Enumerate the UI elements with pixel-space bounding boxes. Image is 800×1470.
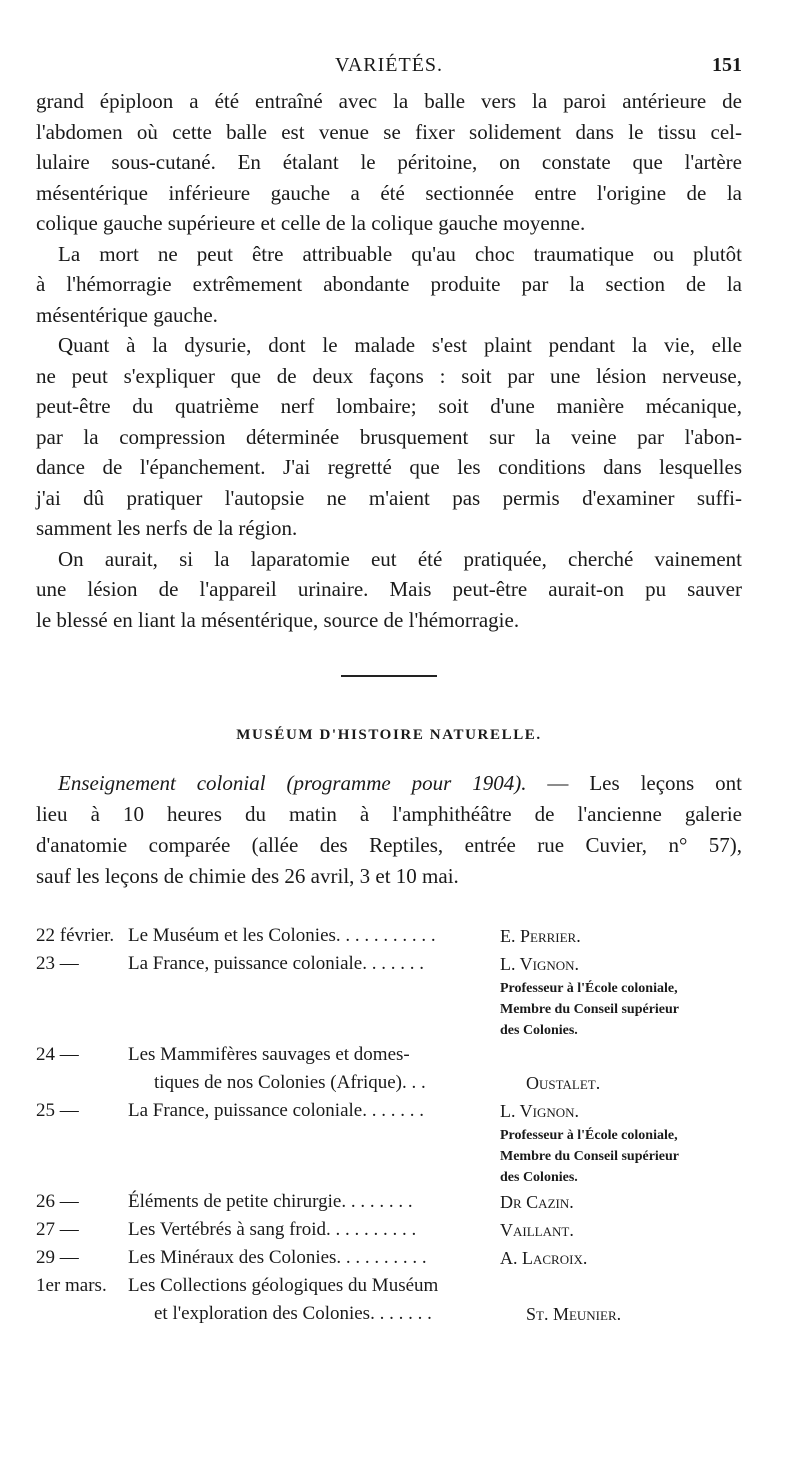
schedule-row [36,1272,742,1300]
schedule-row [36,1188,742,1216]
lecturer-name: L. Vignon. [500,1101,580,1121]
lecture-title: Le Muséum et les Colonies. . . . . . . . . . . [128,925,436,946]
text-line: Quant à la dysurie, dont le malade s'est plaint pendant la vie, elle [58,333,742,357]
note-line: Professeur à l'École coloniale, [500,1128,678,1143]
lecturer-name: A. Lacroix. [500,1248,588,1268]
text-line: le blessé en liant la mésentérique, source de l'hémorragie. [36,607,520,632]
lecture-title: Éléments de petite chirurgie. . . . . . . . [128,1191,413,1212]
schedule-row-continuation [36,1300,742,1328]
text-line: à l'hémorragie extrêmement abondante produite par la section de la [36,272,742,296]
text-line: ne peut s'expliquer que de deux façons : soit par une lésion nerveuse, [36,363,742,388]
text-line: La mort ne peut être attribuable qu'au choc traumatique ou plutôt [58,241,742,266]
schedule-row [36,1097,742,1125]
running-title: VARIÉTÉS. [334,54,444,76]
lecture-date: 29 — [36,1247,79,1268]
lecturer-name: Oustalet. [526,1073,601,1093]
lecturer-name: L. Vignon. [500,954,580,974]
paragraph [36,86,742,239]
intro-line: sauf les leçons de chimie des 26 avril, 3 et 10 mai. [36,864,459,888]
text-line: mésentérique inférieure gauche a été sectionnée entre l'origine de la [36,180,742,205]
lecture-schedule [36,922,742,1328]
note-line: Professeur à l'École coloniale, [500,981,678,996]
page-header [36,50,742,86]
schedule-row [36,1244,742,1272]
lecture-title: Les Minéraux des Colonies. . . . . . . . . . [128,1247,427,1268]
text-line: samment les nerfs de la région. [36,516,298,540]
lecture-title: Les Collections géologiques du Muséum [128,1275,439,1296]
text-line: lulaire sous-cutané. En étalant le péritoine, on constate que l'artère [36,150,742,174]
page-number: 151 [712,54,742,76]
section-title: MUSÉUM D'HISTOIRE NATURELLE. [236,727,542,743]
intro-text: — Les leçons ont [526,771,742,795]
lecture-date: 1er mars. [36,1275,107,1296]
schedule-row [36,1216,742,1244]
lecturer-name: E. Perrier. [500,926,581,946]
lecture-date: 23 — [36,953,79,974]
paragraph [36,544,742,636]
schedule-row [36,1041,742,1069]
lecture-date: 27 — [36,1219,79,1240]
text-line: j'ai dû pratiquer l'autopsie ne m'aient pas permis d'examiner suffi- [36,485,742,510]
text-line: dance de l'épanchement. J'ai regretté que les conditions dans lesquelles [36,455,742,479]
lecture-title: Les Mammifères sauvages et domes- [128,1044,410,1065]
text-line: On aurait, si la laparatomie eut été pratiquée, cherché vainement [58,546,742,571]
section-divider [341,675,437,677]
lecturer-name: St. Meunier. [526,1304,622,1324]
lecture-date: 26 — [36,1191,79,1212]
lecture-date: 25 — [36,1100,79,1121]
text-line: l'abdomen où cette balle est venue se fixer solidement dans le tissu cel- [36,119,742,144]
schedule-row-continuation [36,1069,742,1097]
document-page [36,50,742,1328]
lecture-date: 22 février. [36,925,115,946]
intro-line [36,768,742,799]
intro-italic-title: Enseignement colonial (programme pour 1904). [58,771,527,795]
note-line: Membre du Conseil supérieur [500,1149,680,1164]
lecture-date: 24 — [36,1044,79,1065]
note-line: Membre du Conseil supérieur [500,1002,680,1017]
lecture-title: La France, puissance coloniale. . . . . . . [128,953,424,974]
note-line: des Colonies. [500,1023,578,1038]
paragraph [36,239,742,331]
text-line: grand épiploon a été entraîné avec la balle vers la paroi antérieure de [36,89,742,113]
intro-line: lieu à 10 heures du matin à l'amphithéâtre de l'ancienne galerie [36,802,742,826]
text-line: par la compression déterminée brusquement sur la veine par l'abon- [36,424,742,449]
section-intro [36,768,742,892]
lecture-title: La France, puissance coloniale. . . . . . . [128,1100,424,1121]
text-line: colique gauche supérieure et celle de la colique gauche moyenne. [36,211,586,235]
text-line: mésentérique gauche. [36,302,218,327]
lecturer-note [500,978,742,1041]
text-line: peut-être du quatrième nerf lombaire; soit d'une manière mécanique, [36,394,742,418]
lecture-title-continued: et l'exploration des Colonies. . . . . . . [154,1303,432,1324]
lecturer-note [500,1125,742,1188]
text-line: une lésion de l'appareil urinaire. Mais peut-être aurait-on pu sauver [36,577,742,601]
paragraph [36,330,742,544]
body-text [36,86,742,635]
lecture-title-continued: tiques de nos Colonies (Afrique). . . [154,1072,426,1093]
schedule-row [36,922,742,950]
note-line: des Colonies. [500,1170,578,1185]
lecturer-name: Vaillant. [500,1220,574,1240]
intro-line: d'anatomie comparée (allée des Reptiles, entrée rue Cuvier, n° 57), [36,833,742,857]
lecture-title: Les Vertébrés à sang froid. . . . . . . . . . [128,1219,417,1240]
lecturer-name: Dr Cazin. [500,1192,574,1212]
schedule-row [36,950,742,978]
